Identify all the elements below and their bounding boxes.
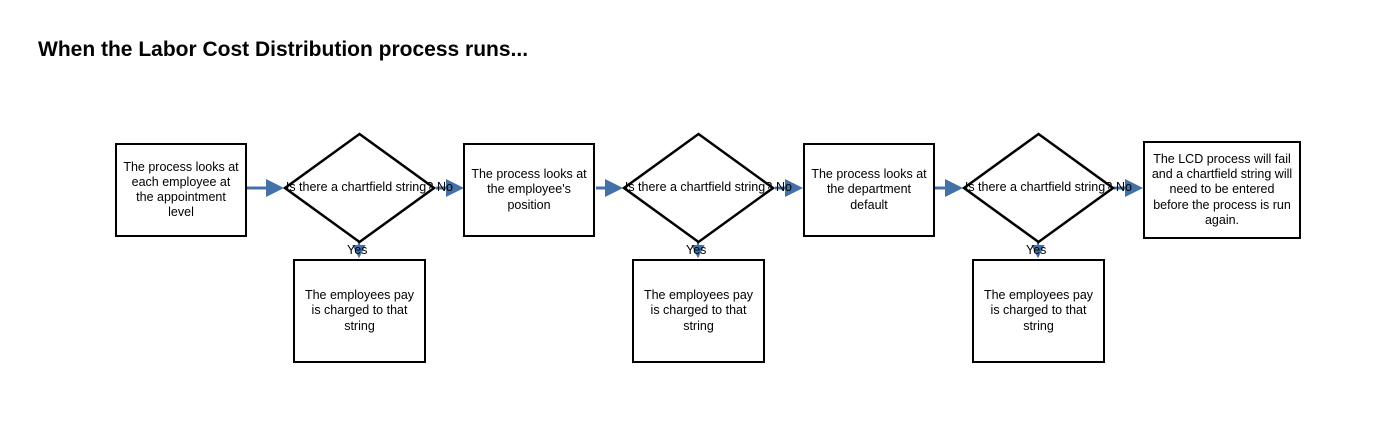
- process-box-label: The process looks at the employee's position: [471, 167, 587, 212]
- result-box-label: The employees pay is charged to that string: [983, 288, 1094, 333]
- process-box-position: [463, 143, 595, 237]
- result-box-3: [972, 259, 1105, 363]
- edge-label-no-3: No: [1116, 180, 1132, 194]
- edge-label-yes-2: Yes: [686, 243, 707, 257]
- final-failure-label: The LCD process will fail and a chartfield string will need to be entered before the process is run again.: [1151, 151, 1293, 227]
- decision-diamond-3: [962, 132, 1115, 244]
- decision-label: Is there a chartfield string?: [964, 180, 1113, 195]
- result-box-label: The employees pay is charged to that string: [643, 288, 754, 333]
- edge-label-yes-1: Yes: [347, 243, 368, 257]
- result-box-1: [293, 259, 426, 363]
- process-box-label: The process looks at each employee at the appointment level: [123, 159, 239, 220]
- edge-label-yes-3: Yes: [1026, 243, 1047, 257]
- decision-label: Is there a chartfield string?: [285, 180, 434, 195]
- decision-label: Is there a chartfield string?: [624, 180, 773, 195]
- edge-label-no-2: No: [776, 180, 792, 194]
- edge-label-no-1: No: [437, 180, 453, 194]
- result-box-label: The employees pay is charged to that string: [304, 288, 415, 333]
- page-title: When the Labor Cost Distribution process runs...: [38, 38, 529, 61]
- final-failure-box: [1143, 141, 1301, 239]
- process-box-label: The process looks at the department default: [811, 167, 927, 212]
- process-box-appointment: [115, 143, 247, 237]
- decision-diamond-2: [622, 132, 775, 244]
- decision-diamond-1: [283, 132, 436, 244]
- result-box-2: [632, 259, 765, 363]
- process-box-department: [803, 143, 935, 237]
